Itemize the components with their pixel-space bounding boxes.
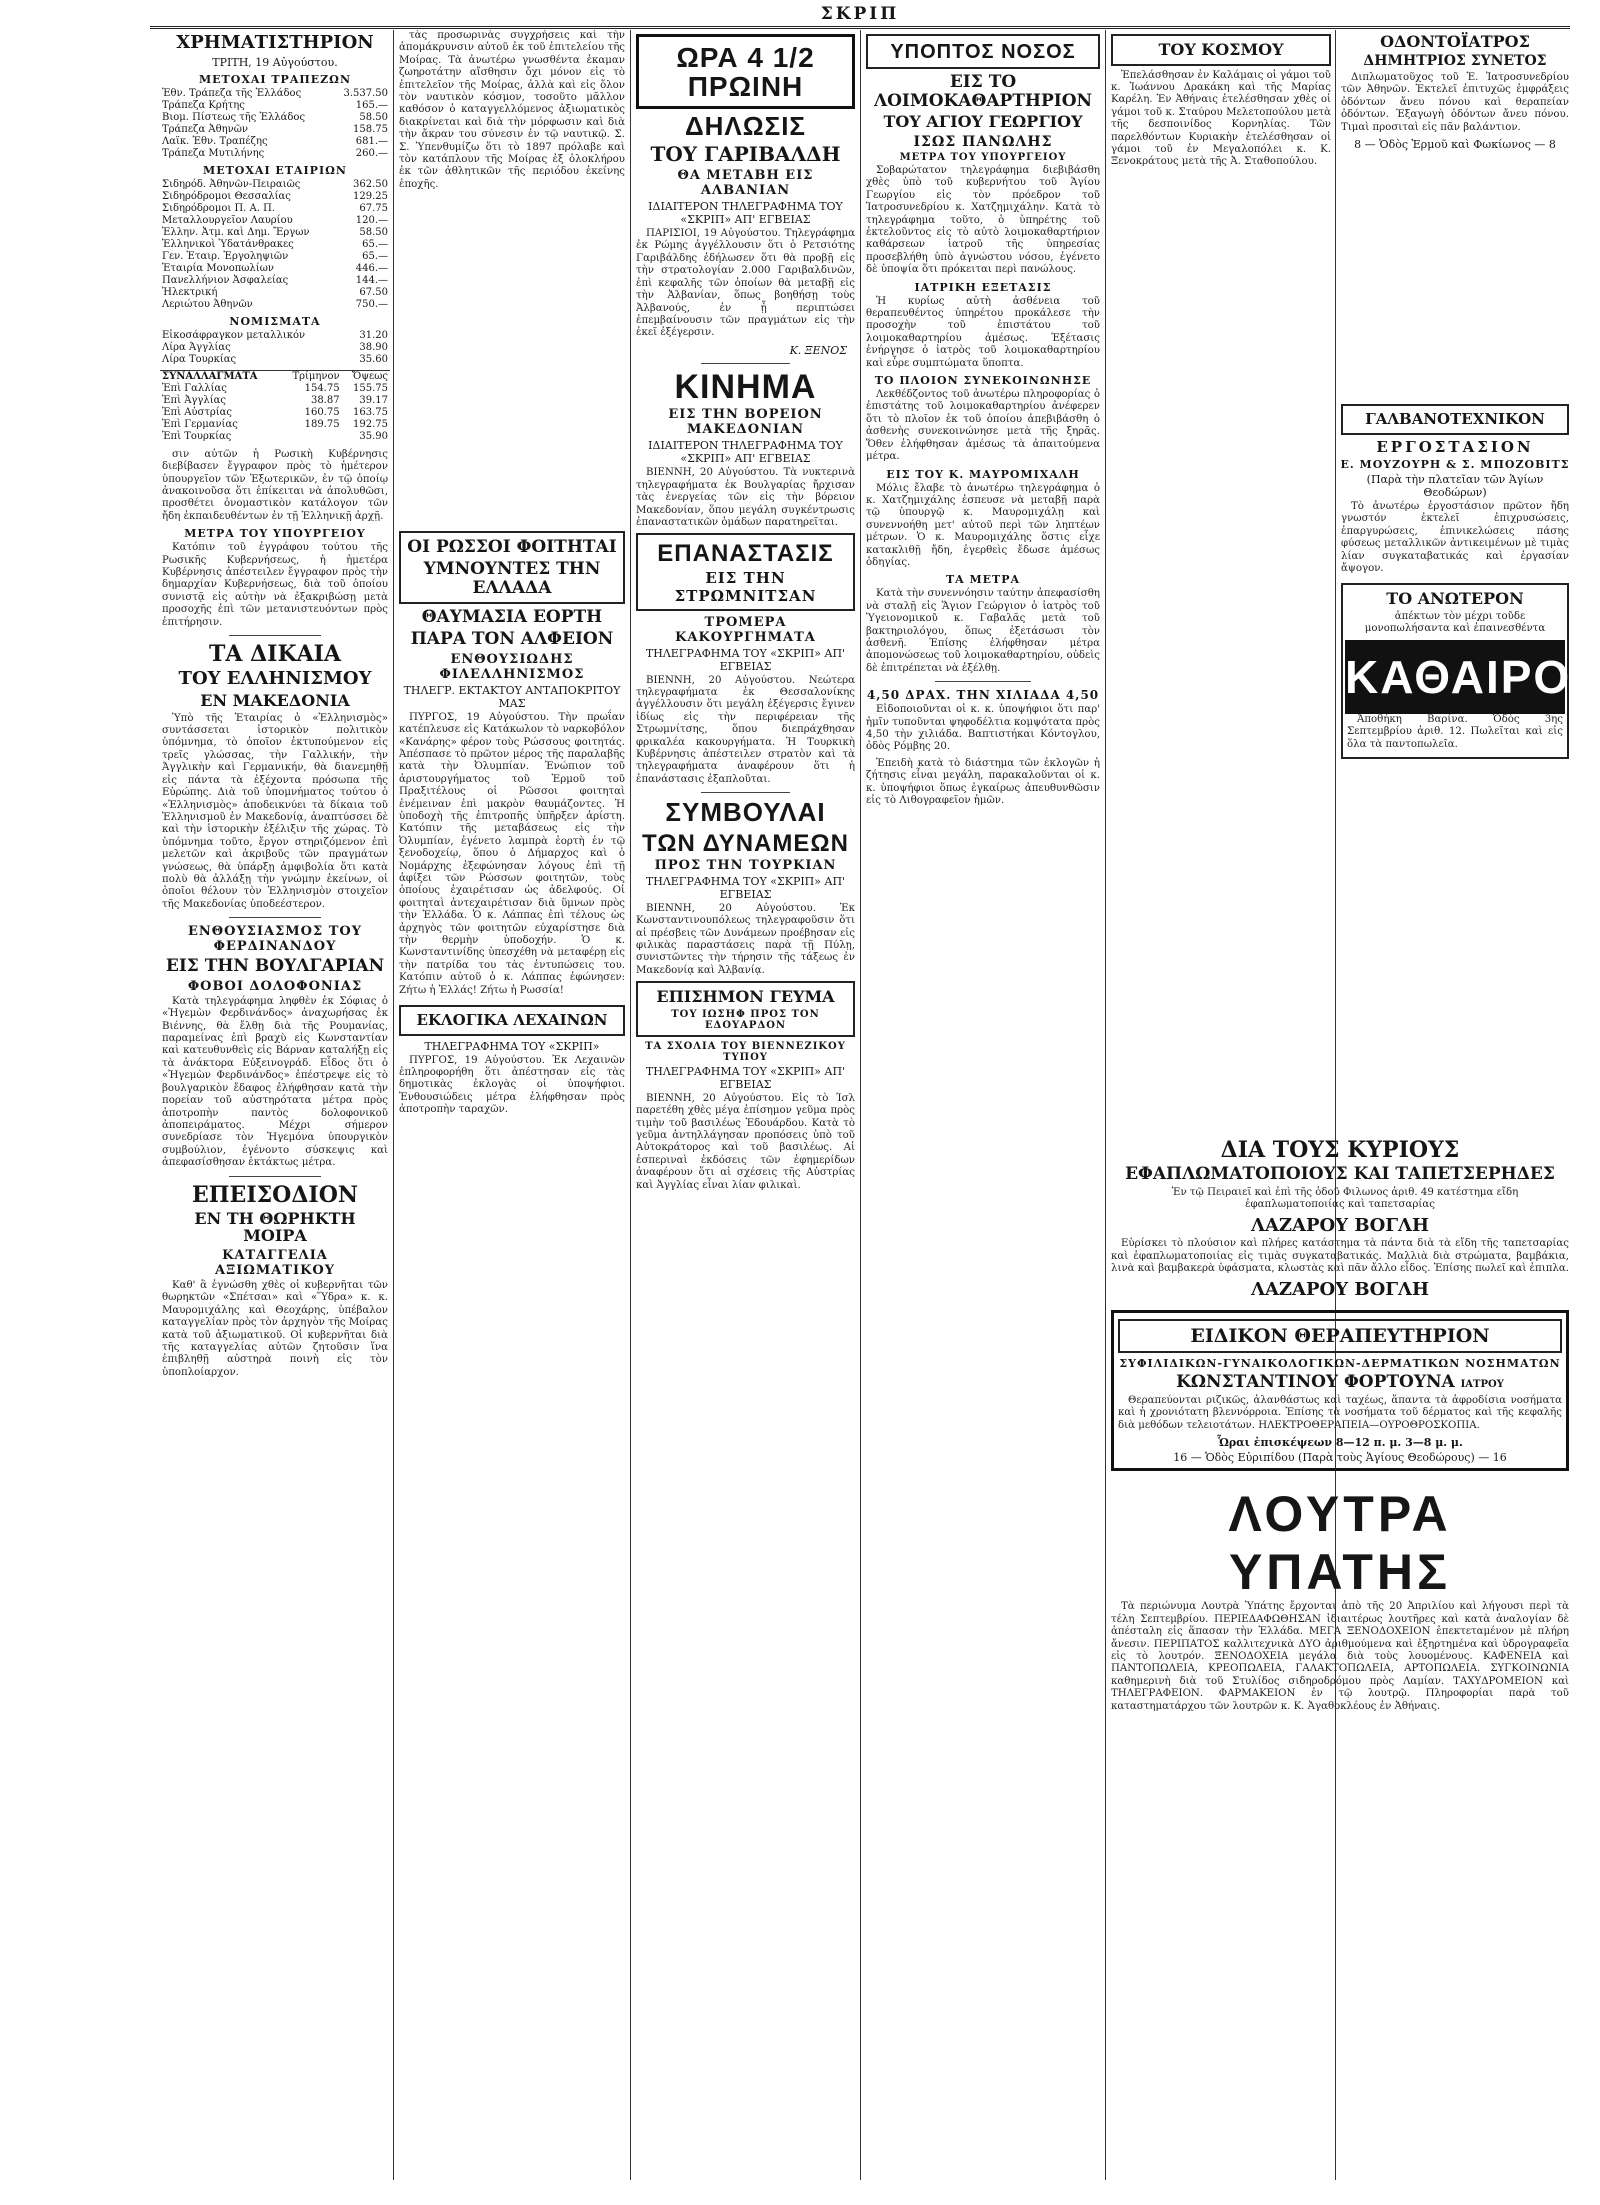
- table-row: Ἐπὶ Γαλλίας 154.75 155.75: [162, 382, 388, 394]
- article-subheadline: ΘΑ ΜΕΤΑΒΗ ΕΙΣ ΑΛΒΑΝΙΑΝ: [677, 168, 814, 199]
- column-1: [160, 30, 390, 2180]
- headline-box: [399, 531, 625, 604]
- table-row: Ἐπὶ Ἀγγλίας 38.87 39.17: [162, 394, 388, 406]
- banks-table: [160, 88, 390, 160]
- article-subheadline: ΤΡΟΜΕΡΑ ΚΑΚΟΥΡΓΗΜΑΤΑ: [675, 614, 816, 645]
- article-headline: ΤΩΝ ΔΥΝΑΜΕΩΝ: [642, 829, 849, 857]
- stock-exchange-date: ΤΡΙΤΗ, 19 Αὐγούστου.: [212, 55, 338, 69]
- article-kicker: ΕΝΘΟΥΣΙΑΣΜΟΣ ΤΟΥ ΦΕΡΔΙΝΑΝΔΟΥ: [188, 924, 362, 955]
- article-headline: ΤΟΥ ΚΟΣΜΟΥ: [1158, 40, 1284, 59]
- telegram-credit: ΙΔΙΑΙΤΕΡΟΝ ΤΗΛΕΓΡΑΦΗΜΑ ΤΟΥ «ΣΚΡΙΠ» ΑΠ' ΕΓΒΕΙΑΣ: [648, 200, 843, 227]
- table-row: Γεν. Ἑταιρ. Ἐργοληψιῶν 65.—: [162, 250, 388, 262]
- article-headline: ΤΟΥ ΑΓΙΟΥ ΓΕΩΡΓΙΟΥ: [883, 112, 1083, 132]
- masthead: [150, 4, 1570, 29]
- kathairo-brand: ΚΑΘΑΙΡΟ: [1345, 640, 1565, 714]
- table-row: Ἑλλην. Ἀτμ. καὶ Δημ. Ἔργων 58.50: [162, 226, 388, 238]
- column-rule: [1105, 30, 1106, 2180]
- table-row: Ἠλεκτρική 67.50: [162, 286, 388, 298]
- headline-box: [636, 981, 855, 1037]
- article-headline: ΕΠΙΣΗΜΟΝ ΓΕΥΜΑ: [656, 987, 835, 1007]
- article-text: Καθ' ἃ ἐγνώσθη χθὲς οἱ κυβερνῆται τῶν θωρηκτῶν «Σπέτσαι» καὶ «Ὕδρα» κ. κ. Μαυρομιχάλης καὶ Θεοχάρης, ὑπέβαλον καταγγελίαν πρὸς τὸν ἀρχηγὸν τῆς Μοίρας κατὰ τοῦ ἀξιωματικοῦ. Οἱ κυβερνῆται διὰ τῆς καταγγελίας αὐτῶν ζητοῦσιν ἵνα ἐπιβληθῇ αὐστηρὰ ποινὴ εἰς τὸν ὑποπλοίαρχον.: [162, 1279, 388, 1378]
- table-row: Σιδηρόδ. Ἀθηνῶν-Πειραιῶς 362.50: [162, 178, 388, 190]
- article-headline: ΚΙΝΗΜΑ: [674, 367, 817, 406]
- exchange-table: [160, 370, 390, 443]
- ad-address: 16 — Ὁδὸς Εὐριπίδου (Παρὰ τοὺς Ἁγίους Θεοδώρους) — 16: [1173, 1451, 1507, 1465]
- newspaper-title: ΣΚΡΙΠ: [820, 4, 900, 24]
- telegram-credit: ΤΗΛΕΓΡΑΦΗΜΑ ΤΟΥ «ΣΚΡΙΠ» ΑΠ' ΕΓΒΕΙΑΣ: [645, 646, 846, 673]
- companies-table: [160, 179, 390, 311]
- ad-hours: Ὧραι ἐπισκέψεων 8—12 π. μ. 3—8 μ. μ.: [1217, 1436, 1463, 1450]
- section-subheading: ΤΑ ΜΕΤΡΑ: [945, 573, 1021, 587]
- article-text: ΒΙΕΝΝΗ, 20 Αὐγούστου. Νεώτερα τηλεγραφήματα ἐκ Θεσσαλονίκης ἀγγέλλουσιν ὅτι μεγάλη ἐξέγερσις ἔγινεν ἰδίως εἰς τὴν περιφέρειαν τῆς Στρωμνίτσης, ὅπου διεπράχθησαν φρικαλέα κακουργήματα. Ἡ Τουρκικὴ Κυβέρνησις ἀπέστειλεν στρατὸν καὶ τὰ τηλεγραφήματα ἀναφέρουν ὅτι ἡ ἐπανάστασις ἐξαπλοῦται.: [636, 674, 855, 785]
- companies-header: ΜΕΤΟΧΑΙ ΕΤΑΙΡΙΩΝ: [203, 163, 347, 177]
- article-headline: ΕΝ ΜΑΚΕΔΟΝΙΑ: [200, 691, 350, 711]
- telegram-credit: ΤΗΛΕΓΡ. ΕΚΤΑΚΤΟΥ ΑΝΤΑΠΟΚΡΙΤΟΥ ΜΑΣ: [403, 683, 621, 710]
- article-headline: ΔΗΛΩΣΙΣ: [684, 110, 807, 141]
- ad-heading: ΛΑΖΑΡΟΥ ΒΟΓΛΗ: [1250, 1214, 1429, 1236]
- article-headline: ΕΙΣ ΤΟ ΛΟΙΜΟΚΑΘΑΡΤΗΡΙΟΝ: [873, 72, 1093, 111]
- article-headline: ΥΠΟΠΤΟΣ ΝΟΣΟΣ: [890, 41, 1076, 63]
- ads-lower-right: [1109, 1135, 1571, 2185]
- ad-text: Διπλωματοῦχος τοῦ Ἐ. Ἰατροσυνεδρίου τῶν Ἀθηνῶν. Ἐκτελεῖ ἐπιτυχῶς ἐμφράξεις ὀδόντων ἄνευ πόνου καὶ θεραπείαν ὀδόντων. Ἐξαγωγὴ ὀδόντων ἄνευ πόνου. Τιμαὶ προσιταὶ εἰς πᾶν βαλάντιον.: [1341, 71, 1569, 133]
- ad-text: Τὰ περιώνυμα Λουτρὰ Ὑπάτης ἔρχονται ἀπὸ τῆς 20 Ἀπριλίου καὶ λήγουσι περὶ τὰ τέλη Σεπτεμβρίου. ΠΕΡΙΕΔΑΦΩΘΗΣΑΝ ἰδιαιτέρως λουτῆρες καὶ κατὰ ἀναλογίαν δὲ ἀπέσταλη εἰς ἅπασαν τὴν Ἑλλάδα. ΜΕΓΑ ΞΕΝΟΔΟΧΕΙΟΝ ἐπεκτεταμένον μὲ πλήρη ἄνεσιν. ΠΕΡΙΠΑΤΟΣ καλλιτεχνικὰ ΔΥΟ ἀριθμούμενα καὶ ἐξηρτημένα καὶ ὑδρογραφεῖα εἰς τὸ λουτρόν. ΞΕΝΟΔΟΧΕΙΑ μεγάλα διὰ τοὺς λουομένους. ΚΑΦΕΝΕΙΑ καὶ ΠΑΝΤΟΠΩΛΕΙΑ, ΚΡΕΟΠΩΛΕΙΑ, ΓΑΛΑΚΤΟΠΩΛΕΙΑ, ΑΡΤΟΠΩΛΕΙΑ. ΣΥΓΚΟΙΝΩΝΙΑ καθημερινὴ διὰ τοῦ Στυλίδος σιδηροδρόμου πρὸς Λαμίαν. ΤΑΧΥΔΡΟΜΕΙΟΝ καὶ ΤΗΛΕΓΡΑΦΕΙΟΝ. ΦΑΡΜΑΚΕΙΟΝ ἐν τῷ λουτρῷ. Πληροφορίαι παρὰ τοῦ καταστηματάρχου τῶν λουτρῶν κ. Κ. Ἀγαθοκλέους ἐν Ἀθήναις.: [1111, 1601, 1569, 1712]
- ad-heading: ΤΟ ΑΝΩΤΕΡΟΝ: [1386, 589, 1524, 609]
- ad-text: Εὑρίσκει τὸ πλούσιον καὶ πλήρες κατάστημα τὰ πάντα διὰ τὰ εἴδη τῆς ταπετσαρίας καὶ ἐφαπλωματοποιίας εἰς τιμὰς συγκαταβατικάς. Μαλλιὰ διὰ στρώματα, βαμβάκια, λινὰ καὶ βαμβακερὰ ὑφάσματα, κλωστὰς καὶ πᾶν ἄλλο εἶδος. Ἐπίσης πωλεῖ καὶ ἐπιπλα.: [1111, 1238, 1569, 1275]
- article-headline: ΤΟΥ ΕΛΛΗΝΙΣΜΟΥ: [178, 668, 372, 690]
- ad-heading: ΛΑΖΑΡΟΥ ΒΟΓΛΗ: [1250, 1278, 1429, 1300]
- ad-box: [1341, 583, 1569, 759]
- article-text: τὰς προσωρινὰς συγχρήσεις καὶ τὴν ἀπομάκρυνσιν αὐτοῦ ἐκ τοῦ ἐπιτελείου τῆς Μοίρας. Τὰ ἀνωτέρω γνωσθέντα ἐκαμαν ζωηροτάτην αἴσθησιν ὄχι μόνον εἰς τὸ ἐπιτελεῖον τῆς Μοίρας, ἀλλὰ καὶ εἰς ὅλον τὸν ναυτικὸν κόσμον, τοσοῦτο μᾶλλον καθόσον ὁ καταγγελλόμενος ἀξιωματικὸς διακρίνεται καὶ διὰ τὴν μόρφωσιν καὶ διὰ τὴν ἄκραν του σύνεσιν ἐν τῷ ναυτικῷ. Σ. Σ. Ὑπενθυμίζω ὅτι τὸ 1897 πρόλαβε καὶ τὸν κατάπλουν τῆς Μοίρας ἐξ ὁλοκλήρου ἐκ τῶν ἀθλητικῶν τῆς περιόδου ἐκείνης ἐποχῆς.: [399, 30, 625, 190]
- article-headline: ΕΙΣ ΤΗΝ ΒΟΥΛΓΑΡΙΑΝ: [165, 956, 385, 977]
- clinic-ad: [1111, 1310, 1569, 1472]
- ad-heading: ΔΗΜΗΤΡΙΟΣ ΣΥΝΕΤΟΣ: [1363, 52, 1547, 69]
- divider: [701, 363, 790, 364]
- article-headline: ΩΡΑ 4 1/2 ΠΡΩΙΝΗ: [676, 42, 815, 103]
- article-headline: ΕΠΑΝΑΣΤΑΣΙΣ: [657, 540, 834, 568]
- table-row: Ἐπὶ Τουρκίας 35.90: [162, 430, 388, 442]
- table-row: Ἐθν. Τράπεζα τῆς Ἑλλάδος 3.537.50: [162, 87, 388, 99]
- ad-heading: ΕΦΑΠΛΩΜΑΤΟΠΟΙΟΥΣ ΚΑΙ ΤΑΠΕΤΣΕΡΗΔΕΣ: [1125, 1164, 1555, 1185]
- article-text: ΠΥΡΓΟΣ, 19 Αὐγούστου. Ἐκ Λεχαινῶν ἐπληροφορήθη ὅτι ἀπέστησαν εἰς τὰς δημοτικὰς ἐκλογὰς οἱ ὑποψήφιοι. Ἐνθουσιώδεις μέτρα ἐλήφθησαν πρὸς ἀποτροπὴν ταραχῶν.: [399, 1054, 625, 1116]
- table-row: Πανελλήνιον Ἀσφαλείας 144.—: [162, 274, 388, 286]
- telegram-credit: ΙΔΙΑΙΤΕΡΟΝ ΤΗΛΕΓΡΑΦΗΜΑ ΤΟΥ «ΣΚΡΙΠ» ΑΠ' ΕΓΒΕΙΑΣ: [648, 439, 843, 466]
- author-signature: Κ. ΞΕΝΟΣ: [789, 343, 847, 357]
- ad-heading: ΕΡΓΟΣΤΑΣΙΟΝ: [1376, 437, 1534, 456]
- article-subheadline: ΚΑΤΑΓΓΕΛΙΑ ΑΞΙΩΜΑΤΙΚΟΥ: [214, 1247, 336, 1278]
- column-3: [634, 30, 857, 2180]
- article-text: Μόλις ἔλαβε τὸ ἀνωτέρω τηλεγράφημα ὁ κ. Χατζημιχάλης ἐσπευσε νὰ μεταβῇ παρὰ τῷ ὑπουργῷ κ. Μαυρομιχάλῃ καὶ συνεννοήθη μετ' αὐτοῦ περὶ τῶν ληπτέων μέτρων. Ὁ κ. Μαυρομιχάλης ὅστις εἶχε κατακλιθῇ ἤδη, ἐγερθεὶς ἔδωσε ἀμέσως ὁδηγίας.: [866, 482, 1100, 568]
- telegram-credit: ΤΗΛΕΓΡΑΦΗΜΑ ΤΟΥ «ΣΚΡΙΠ» ΑΠ' ΕΓΒΕΙΑΣ: [645, 874, 846, 901]
- section-subheading: ΙΑΤΡΙΚΗ ΕΞΕΤΑΣΙΣ: [914, 280, 1052, 294]
- galvano-ad: [1339, 404, 1571, 759]
- table-row: Λίρα Ἀγγλίας 38.90: [162, 341, 388, 353]
- ad-heading: ΣΥΦΙΛΙΔΙΚΩΝ-ΓΥΝΑΙΚΟΛΟΓΙΚΩΝ-ΔΕΡΜΑΤΙΚΩΝ ΝΟΣΗΜΑΤΩΝ: [1119, 1357, 1561, 1371]
- column-rule: [630, 30, 631, 2180]
- ad-text: Θεραπεύονται ριζικῶς, ἀλανθάστως καὶ ταχέως, ἅπαντα τὰ ἀφροδίσια νοσήματα καὶ ἡ χρονιότατη βλεννόρροια. Ἐπίσης τὰ νοσήματα τοῦ δέρματος καὶ τῆς κεφαλῆς διὰ μεθόδων τελειοτάτων. ΗΛΕΚΤΡΟΘΕΡΑΠΕΙΑ—ΟΥΡΟΘΡΟΣΚΟΠΙΑ.: [1118, 1395, 1562, 1431]
- article-text: Σοβαρώτατον τηλεγράφημα διεβιβάσθη χθὲς ὑπὸ τοῦ κυβερνήτου τοῦ Ἁγίου Γεωργίου εἰς τὸν πρόεδρον τοῦ Ἰατροσυνεδρίου κ. Χατζημιχάλην. Κατὰ τὸ τηλεγράφημα τοῦτο, ὁ ὑπηρέτης τοῦ ἐκτελοῦντος εἰς τὸ αὐτὸ λοιμοκαθαρτήριον καθάρσεων ἰατροῦ τῆς ὑπηρεσίας προσεβλήθη ὑπὸ ἀγνώστου νόσου, ἐγένετο δὲ ὑποψία ὅτι πρόκειται περὶ πανώλους.: [866, 164, 1100, 276]
- section-subheading: ΜΕΤΡΑ ΤΟΥ ΥΠΟΥΡΓΕΙΟΥ: [184, 527, 366, 541]
- table-row: Σιδηρόδρομοι Π. Α. Π. 67.75: [162, 202, 388, 214]
- telegram-credit: ΤΗΛΕΓΡΑΦΗΜΑ ΤΟΥ «ΣΚΡΙΠ»: [424, 1039, 600, 1053]
- article-text: ΠΥΡΓΟΣ, 19 Αὐγούστου. Τὴν πρωΐαν κατέπλευσε εἰς Κατάκωλον τὸ ναρκοβόλον «Κανάρης» φέρον τοὺς Ρώσσους φοιτητάς. Ἀπέσπασε τὸ πρῶτον μέρος τῆς παραλαβῆς κατὰ τὴν Ὀλυμπίαν. Ἐνώπιον τοῦ ἀριστουργήματος τοῦ Ἑρμοῦ τοῦ Πραξιτέλους οἱ Ρῶσσοι φοιτηταὶ ἐνέμειναν ἐπὶ μακρὸν θαυμάζοντες. Ἡ ὑποδοχὴ τῆς ἐπιτροπῆς ὑπῆρξεν ἀρίστη. Κατόπιν τῆς μεταβάσεως εἰς τὴν Ὀλυμπίαν, ἐγένετο λαμπρὰ ἑορτὴ ἐν τῷ ξενοδοχείῳ, ὅπου ὁ Δήμαρχος καὶ ὁ Νομάρχης ἐξεφώνησαν λόγους ἐπὶ τῇ ἀφίξει τῶν Ρώσσων φοιτητῶν, τοὺς ὁποίους ἐχαιρέτισαν ὡς ἀδελφούς. Οἱ φοιτηταὶ ἀντεχαιρέτισαν διὰ ὕμνων πρὸς τὴν Ἑλλάδα. Ὁ κ. Λάππας ἐπὶ τέλους ὡς ἀρχηγὸς τῶν φοιτητῶν εὐχαρίστησε διὰ τὴν θερμὴν ὑποδοχήν. Ὁ κ. Κωνσταντινίδης ὑπεσχέθη νὰ μεταφέρῃ εἰς τὴν πατρίδα του τὰς ἐντυπώσεις του. Κατόπιν αὐτοῦ ὁ κ. Λάππας ἐφώνησεν: Ζήτω ἡ Ἑλλάς! Ζήτω ἡ Ρωσσία!: [399, 711, 625, 996]
- article-text: Κατὰ τηλεγράφημα ληφθὲν ἐκ Σόφιας ὁ «Ἠγεμὼν Φερδινάνδος» ἀναχωρήσας ἐκ Βιέννης, θὰ ἔλθῃ διὰ τῆς Ρουμανίας, παραμείνας ἐπὶ βραχὺ εἰς Κωνσταντίαν καὶ κατευθυνθεὶς εἰς Βάρναν καταλήξῃ εἰς τὰ ἀνάκτορα Εὐξεινογράδ. Εἶδος ὅτι ὁ «Ἠγεμὼν Φερδινάνδος» ἐπέστρεψε εἰς τὸ βουλγαρικὸν ἔδαφος ἐλήφθησαν κατὰ τὴν πορείαν τοῦ αὐστηρότατα μέτρα πρὸς ἀποτροπὴν παντὸς δολοφονικοῦ ἀποπειράματος. Μέχρι σήμερον συνεδρίασε τὸν Ἠγεμόνα ὑπουργικὸν συμβούλιον, ἐγένοντο σύσκεψις καὶ ἀπεφασίσθησαν ἐκτάκτως μέτρα.: [162, 995, 388, 1169]
- article-headline: ΕΙΣ ΤΗΝ ΣΤΡΩΜΝΙΤΣΑΝ: [674, 568, 817, 605]
- article-subheadline: ΤΑ ΣΧΟΛΙΑ ΤΟΥ ΒΙΕΝΝΕΖΙΚΟΥ ΤΥΠΟΥ: [645, 1040, 846, 1063]
- table-row: Σιδηρόδρομοι Θεσσαλίας 129.25: [162, 190, 388, 202]
- article-text: ΒΙΕΝΝΗ, 20 Αὐγούστου. Εἰς τὸ Ἰσλ παρετέθη χθὲς μέγα ἐπίσημον γεῦμα πρὸς τιμὴν τοῦ βασιλέως Ἐδουάρδου. Κατὰ τὸ γεῦμα ἀντηλλάγησαν προπόσεις ὑπὸ τοῦ Αὐτοκράτορος καὶ τοῦ βασιλέως. Αἱ ἐσπεριναὶ ἐκδόσεις τῶν ἐφημερίδων ἀναφέρουν ὅτι αἱ σχέσεις τῆς Αὐστρίας καὶ Ἀγγλίας εἶναι λίαν φιλικαὶ.: [636, 1092, 855, 1191]
- article-subheadline: ΜΕΤΡΑ ΤΟΥ ΥΠΟΥΡΓΕΙΟΥ: [899, 151, 1067, 163]
- article-headline: ΕΚΛΟΓΙΚΑ ΛΕΧΑΙΝΩΝ: [416, 1011, 608, 1030]
- column-rule: [393, 30, 394, 2180]
- article-subheadline: ΕΙΣ ΤΗΝ ΒΟΡΕΙΟΝ ΜΑΚΕΔΟΝΙΑΝ: [668, 407, 823, 438]
- article-headline: ΕΝ ΤΗ ΘΩΡΗΚΤΗ ΜΟΙΡΑ: [194, 1208, 356, 1246]
- table-row: Ἐπὶ Αὐστρίας 160.75 163.75: [162, 406, 388, 418]
- article-headline: ΕΠΕΙΣΟΔΙΟΝ: [192, 1181, 358, 1208]
- column-rule: [860, 30, 861, 2180]
- table-row: Λίρα Τουρκίας 35.60: [162, 353, 388, 365]
- headline-box: [399, 1005, 625, 1036]
- divider: [701, 792, 790, 793]
- table-row: Λαϊκ. Ἐθν. Τραπέζης 681.—: [162, 135, 388, 147]
- ad-text: Τὸ ἀνωτέρω ἐργοστάσιον πρῶτον ἤδη γνωστόν ἐκτελεῖ ἐπιχρυσώσεις, ἐπαργυρώσεις, ἐπινικελώσεις πάσης φύσεως μεταλλικῶν ἀντικειμένων μὲ τιμὰς λίαν συγκαταβατικάς καὶ ἐργασίαν ἄψογον.: [1341, 501, 1569, 575]
- ad-subheading: (Παρὰ τὴν πλατεῖαν τῶν Ἁγίων Θεοδώρων): [1366, 473, 1544, 499]
- headline-box: [636, 34, 855, 109]
- article-headline: ΟΙ ΡΩΣΣΟΙ ΦΟΙΤΗΤΑΙ: [407, 537, 617, 558]
- table-row: Τράπεζα Ἀθηνῶν 158.75: [162, 123, 388, 135]
- table-row: Λεριώτου Ἀθηνῶν 750.—: [162, 298, 388, 310]
- table-row: Τράπεζα Μυτιλήνης 260.—: [162, 147, 388, 159]
- ad-heading: ΛΟΥΤΡΑ ΥΠΑΤΗΣ: [1228, 1486, 1452, 1601]
- ads-upper-right: [1109, 400, 1571, 1120]
- ad-text: Ἀποθήκη Βαρίνα. Ὁδὸς 3ης Σεπτεμβρίου ἀριθ. 12. Πωλεῖται καὶ εἰς ὅλα τὰ παντοπωλεῖα.: [1347, 713, 1563, 750]
- article-subheadline: ΦΟΒΟΙ ΔΟΛΟΦΟΝΙΑΣ: [187, 978, 363, 994]
- section-subheading: ΤΟ ΠΛΟΙΟΝ ΣΥΝΕΚΟΙΝΩΝΗΣΕ: [874, 374, 1092, 388]
- table-header-row: ΣΥΝΑΛΛΑΓΜΑΤΑ Τρίμηνον Ὄψεως: [162, 370, 388, 382]
- article-text: ΒΙΕΝΝΗ, 20 Αὐγούστου. Τὰ νυκτερινὰ τηλεγραφήματα ἐκ Βουλγαρίας ἤρχισαν τὰς ἐνεργείας τῶν εἰς τὴν βόρειον Μακεδονίαν, ὅπου μεγάλη συγκέντρωσις ἐπαναστατικῶν ὁμάδων παρατηρεῖται.: [636, 467, 855, 529]
- table-row: Βιομ. Πίστεως τῆς Ἑλλάδος 58.50: [162, 111, 388, 123]
- article-headline: ΥΜΝΟΥΝΤΕΣ ΤΗΝ ΕΛΛΑΔΑ: [423, 558, 601, 598]
- ad-address: 8 — Ὁδὸς Ἑρμοῦ καὶ Φωκίωνος — 8: [1354, 138, 1556, 152]
- article-text: Λεκθέδζοντος τοῦ ἀνωτέρω πληροφορίας ὁ ἐπιστάτης τοῦ λοιμοκαθαρτηρίου ἀνέφερεν ὅτι τὸ πλοῖον ἐκ τοῦ ὁποίου ἀπεβιβάσθη ὁ ἀσθενὴς συνεκοινώνησε μετὰ τῆς ξηρᾶς. Ὅθεν ἐλήφθησαν ἀμέσως τὰ ἀπαιτούμενα μέτρα.: [866, 389, 1100, 463]
- article-subheadline: ΙΣΩΣ ΠΑΝΩΛΗΣ: [913, 133, 1053, 150]
- article-text: Ἡ κυρίως αὐτὴ ἀσθένεια τοῦ θεραπευθέντος ὑπηρέτου προκάλεσε τὴν προσοχὴν τοῦ ἐπιστάτου τοῦ λοιμοκαθαρτηρίου ἀμέσως. Ἐξέτασις ἐνήργησε ὁ ἰατρὸς τοῦ λοιμοκαθαρτηρίου καὶ εὗρε συμπτώματα ὕποπτα.: [866, 295, 1100, 369]
- ad-heading: ΟΔΟΝΤΟΪΑΤΡΟΣ: [1380, 32, 1530, 51]
- article-headline: ΣΥΜΒΟΥΛΑΙ: [665, 797, 826, 828]
- doctor-title: ΙΑΤΡΟΥ: [1460, 1379, 1504, 1391]
- divider: [229, 1176, 321, 1177]
- ad-heading: 4,50 ΔΡΑΧ. ΤΗΝ ΧΙΛΙΑΔΑ 4,50: [866, 688, 1100, 703]
- article-text: Κατόπιν τοῦ ἐγγράφου τούτου τῆς Ρωσικῆς Κυβερνήσεως, ἡ ἡμετέρα Κυβέρνησις ἀπέστειλεν ἔγγραφον πρὸς τὴν δημαρχίαν Κυβερνήσεως, διὰ τοῦ ὁποίου συνιστᾷ εἰς αὐτὴν νὰ ἐξακριβώσῃ μετὰ προσοχῆς ἐπὶ τῶν μετανιστευόντων πρὸς ἐπιτήρησιν.: [162, 542, 388, 628]
- headline-box: [636, 533, 855, 610]
- article-text: σιν αὐτῶν ἡ Ρωσικὴ Κυβέρνησις διεβίβασεν ἔγγραφον πρὸς τὸ ἡμέτερον ὑπουργεῖον τῶν Ἐξωτερικῶν, ἐν τῷ ὁποίῳ ἀνακοινοῦσα ὅτι ἐπίκειται νὰ ἀπολυθῶσι, προσθέτει ὀνομαστικὸν κατάλογον τῶν ἤδη ἐκπαιδευθέντων ἐν τῇ Ἑλληνικῇ ἀρχῇ.: [162, 448, 388, 522]
- divider: [229, 635, 321, 636]
- column-4: [864, 30, 1102, 2180]
- ad-box: [1118, 1319, 1562, 1354]
- article-text: Κατὰ τὴν συνεννόησιν ταύτην ἀπεφασίσθη νὰ σταλῇ εἰς Ἅγιον Γεώργιον ὁ ἰατρὸς τοῦ Ὑγειονομικοῦ κ. Γαβαλᾶς μετὰ τοῦ βακτηριολόγου, ὅπως ἐξετάσωσι τὸν ἀσθενῆ. Ἐπίσης ἐλήφθησαν μέτρα ἀπομονώσεως τοῦ λοιμοκαθαρτηρίου, οὐδεὶς δὲ ἐπιτρέπεται νὰ ἐξέλθῃ.: [866, 588, 1100, 674]
- headline-box: [1111, 34, 1331, 66]
- column-2: [397, 30, 627, 2180]
- ad-text: Ἐπειδὴ κατὰ τὸ διάστημα τῶν ἐκλογῶν ἡ ζήτησις εἶναι μεγάλη, παρακαλοῦνται οἱ κ. κ. ὑποψήφιοι ὅπως ἐγκαίρως ἀπευθυνθῶσιν εἰς τὸ Λιθογραφεῖον ἡμῶν.: [866, 757, 1100, 807]
- ad-heading: [1116, 1373, 1564, 1392]
- table-row: Ἑλληνικοὶ Ὑδατάνθρακες 65.—: [162, 238, 388, 250]
- article-headline: ΤΑ ΔΙΚΑΙΑ: [208, 641, 341, 668]
- article-headline: ΠΑΡΑ ΤΟΝ ΑΛΦΕΙΟΝ: [410, 629, 614, 650]
- ad-text: Ἐν τῷ Πειραιεῖ καὶ ἐπὶ τῆς ὁδοῦ Φιλωνος ἀριθ. 49 κατέστημα εἴδη ἐφαπλωματοποιίας καὶ ταπετσαρίας: [1171, 1186, 1519, 1211]
- divider: [935, 681, 1030, 682]
- currency-header: ΝΟΜΙΣΜΑΤΑ: [229, 314, 321, 328]
- doctor-name: ΚΩΝΣΤΑΝΤΙΝΟΥ ΦΟΡΤΟΥΝΑ: [1176, 1372, 1455, 1393]
- article-text: ΠΑΡΙΣΙΟΙ, 19 Αὐγούστου. Τηλεγράφημα ἐκ Ρώμης ἀγγέλλουσιν ὅτι ὁ Ρετσιότης Γαριβάλδης ἐδήλωσεν ὅτι θὰ προβῇ εἰς τὴν στρατολογίαν 2.000 Γαριβαλδινῶν, ἐπὶ κεφαλῆς τῶν ὁποίων θὰ μεταβῇ εἰς τὴν Ἀλβανίαν, ὅπως βοηθήσῃ τοὺς Ἀλβανούς, ἐν ᾗ περιπτώσει ἐπεμβαίνουσιν τῶν πραγμάτων εἰς τὴν ἐκεῖ ἐξέγερσιν.: [636, 228, 855, 339]
- article-subheadline: ΕΝΘΟΥΣΙΩΔΗΣ ΦΙΛΕΛΛΗΝΙΣΜΟΣ: [439, 651, 585, 682]
- headline-box: [866, 34, 1100, 69]
- article-text: ΒΙΕΝΝΗ, 20 Αὐγούστου. Ἐκ Κωνσταντινουπόλεως τηλεγραφοῦσιν ὅτι αἱ πρέσβεις τῶν Δυνάμεων προέβησαν εἰς φιλικὰς παραστάσεις παρὰ τῇ Πύλῃ, συνιστῶντες τὴν τήρησιν τῆς τάξεως ἐν Μακεδονίᾳ καὶ Ἀλβανίᾳ.: [636, 902, 855, 976]
- ad-heading: ΔΙΑ ΤΟΥΣ ΚΥΡΙΟΥΣ: [1220, 1137, 1460, 1163]
- divider: [229, 917, 321, 918]
- currency-table: [160, 330, 390, 366]
- table-row: Τράπεζα Κρήτης 165.—: [162, 99, 388, 111]
- table-row: Ἐπὶ Γερμανίας 189.75 192.75: [162, 418, 388, 430]
- article-subheadline: ΠΡΟΣ ΤΗΝ ΤΟΥΡΚΙΑΝ: [654, 857, 837, 873]
- article-text: Ὑπὸ τῆς Ἑταιρίας ὁ «Ἑλληνισμὸς» συντάσσεται ἱστορικὸν πολιτικὸν ὑπόμνημα, τὸ ὁποῖον ἐκτυπούμενον εἰς τρεῖς γλώσσας, τὴν Γαλλικήν, τὴν Ἀγγλικὴν καὶ Γερμανικήν, θὰ διανεμηθῇ εἰς πάντα τὰ ἐξέχοντα πρόσωπα τῆς Εὐρώπης. Διὰ τοῦ ὑπομνήματος τούτου ὁ «Ἑλληνισμὸς» ἀποδεικνύει τὰ δίκαια τοῦ Ἑλληνισμοῦ ἐν Μακεδονίᾳ, ἀναπτύσσει δὲ καὶ τὴν ἱστορικὴν ἐξέλιξιν τῆς χώρας. Τὸ ὑπόμνημα τοῦτο, ἔργον στηριζόμενον ἐπὶ μελετῶν καὶ ἀκριβοῦς τῶν πραγμάτων γνώσεως, θὰ ὑπάρξῃ ἀμφιβολία ὅτι κατὰ πολὺ θὰ ἀλλάξῃ τὴν γνώμην ἐκείνων, οἱ ὁποῖοι θέλουν τὸν Ἑλληνισμὸν στοιχεῖον τῆς Μακεδονίας ὑποδεέστερον.: [162, 712, 388, 910]
- table-row: Ἑταιρία Μονοπωλίων 446.—: [162, 262, 388, 274]
- ad-heading: ΕΙΔΙΚΟΝ ΘΕΡΑΠΕΥΤΗΡΙΟΝ: [1190, 1324, 1490, 1347]
- table-row: Μεταλλουργεῖον Λαυρίου 120.—: [162, 214, 388, 226]
- article-headline: ΤΟΥ ΙΩΣΗΦ ΠΡΟΣ ΤΟΝ ΕΔΟΥΑΡΔΟΝ: [671, 1008, 820, 1031]
- article-headline: ΤΟΥ ΓΑΡΙΒΑΛΔΗ: [650, 142, 841, 167]
- ad-heading: Ε. ΜΟΥΖΟΥΡΗ & Σ. ΜΠΟΖΟΒΙΤΣ: [1340, 458, 1570, 471]
- ad-heading: ΓΑΛΒΑΝΟΤΕΧΝΙΚΟΝ: [1365, 410, 1545, 428]
- telegram-credit: ΤΗΛΕΓΡΑΦΗΜΑ ΤΟΥ «ΣΚΡΙΠ» ΑΠ' ΕΓΒΕΙΑΣ: [645, 1064, 846, 1091]
- ad-text: ἀπέκτων τὸν μέχρι τοῦδε μονοπωλήσαντα καὶ ἐπαινεσθέντα: [1364, 611, 1546, 635]
- banks-header: ΜΕΤΟΧΑΙ ΤΡΑΠΕΖΩΝ: [198, 72, 351, 86]
- ad-box: [1341, 404, 1569, 435]
- article-headline: ΘΑΥΜΑΣΙΑ ΕΟΡΤΗ: [421, 607, 603, 628]
- article-text: Ἐπελάσθησαν ἐν Καλάμαις οἱ γάμοι τοῦ κ. Ἰωάννου Δρακάκη καὶ τῆς Μαρίας Καρέλη. Ἐν Ἀθήναις ἐτελέσθησαν χθὲς οἱ γάμοι τοῦ κ. Σταύρου Μελετοπούλου μετὰ τῆς δεσποινίδος Κορνηλίας. Τῶν παρελθόντων Κυριακὴν ἐτελέσθησαν οἱ γάμοι τοῦ ἐν Μεγαλοπόλει κ. Κ. Ξενοκράτους μετὰ τῆς Ἀ. Σταθοπούλου.: [1111, 69, 1331, 168]
- ad-text: Εἰδοποιοῦνται οἱ κ. κ. ὑποψήφιοι ὅτι παρ' ἡμῖν τυποῦνται ψηφοδέλτια κομψότατα πρὸς 4,50 τὴν χιλιάδα. Βαπτιστήκαι Κόντογλου, ὁδὸς Ρόμβης 20.: [866, 704, 1100, 753]
- table-row: Εἰκοσάφραγκον μεταλλικόν 31.20: [162, 329, 388, 341]
- section-subheading: ΕΙΣ ΤΟΥ Κ. ΜΑΥΡΟΜΙΧΑΛΗ: [886, 467, 1080, 481]
- stock-exchange-title: ΧΡΗΜΑΤΙΣΤΗΡΙΟΝ: [176, 32, 374, 53]
